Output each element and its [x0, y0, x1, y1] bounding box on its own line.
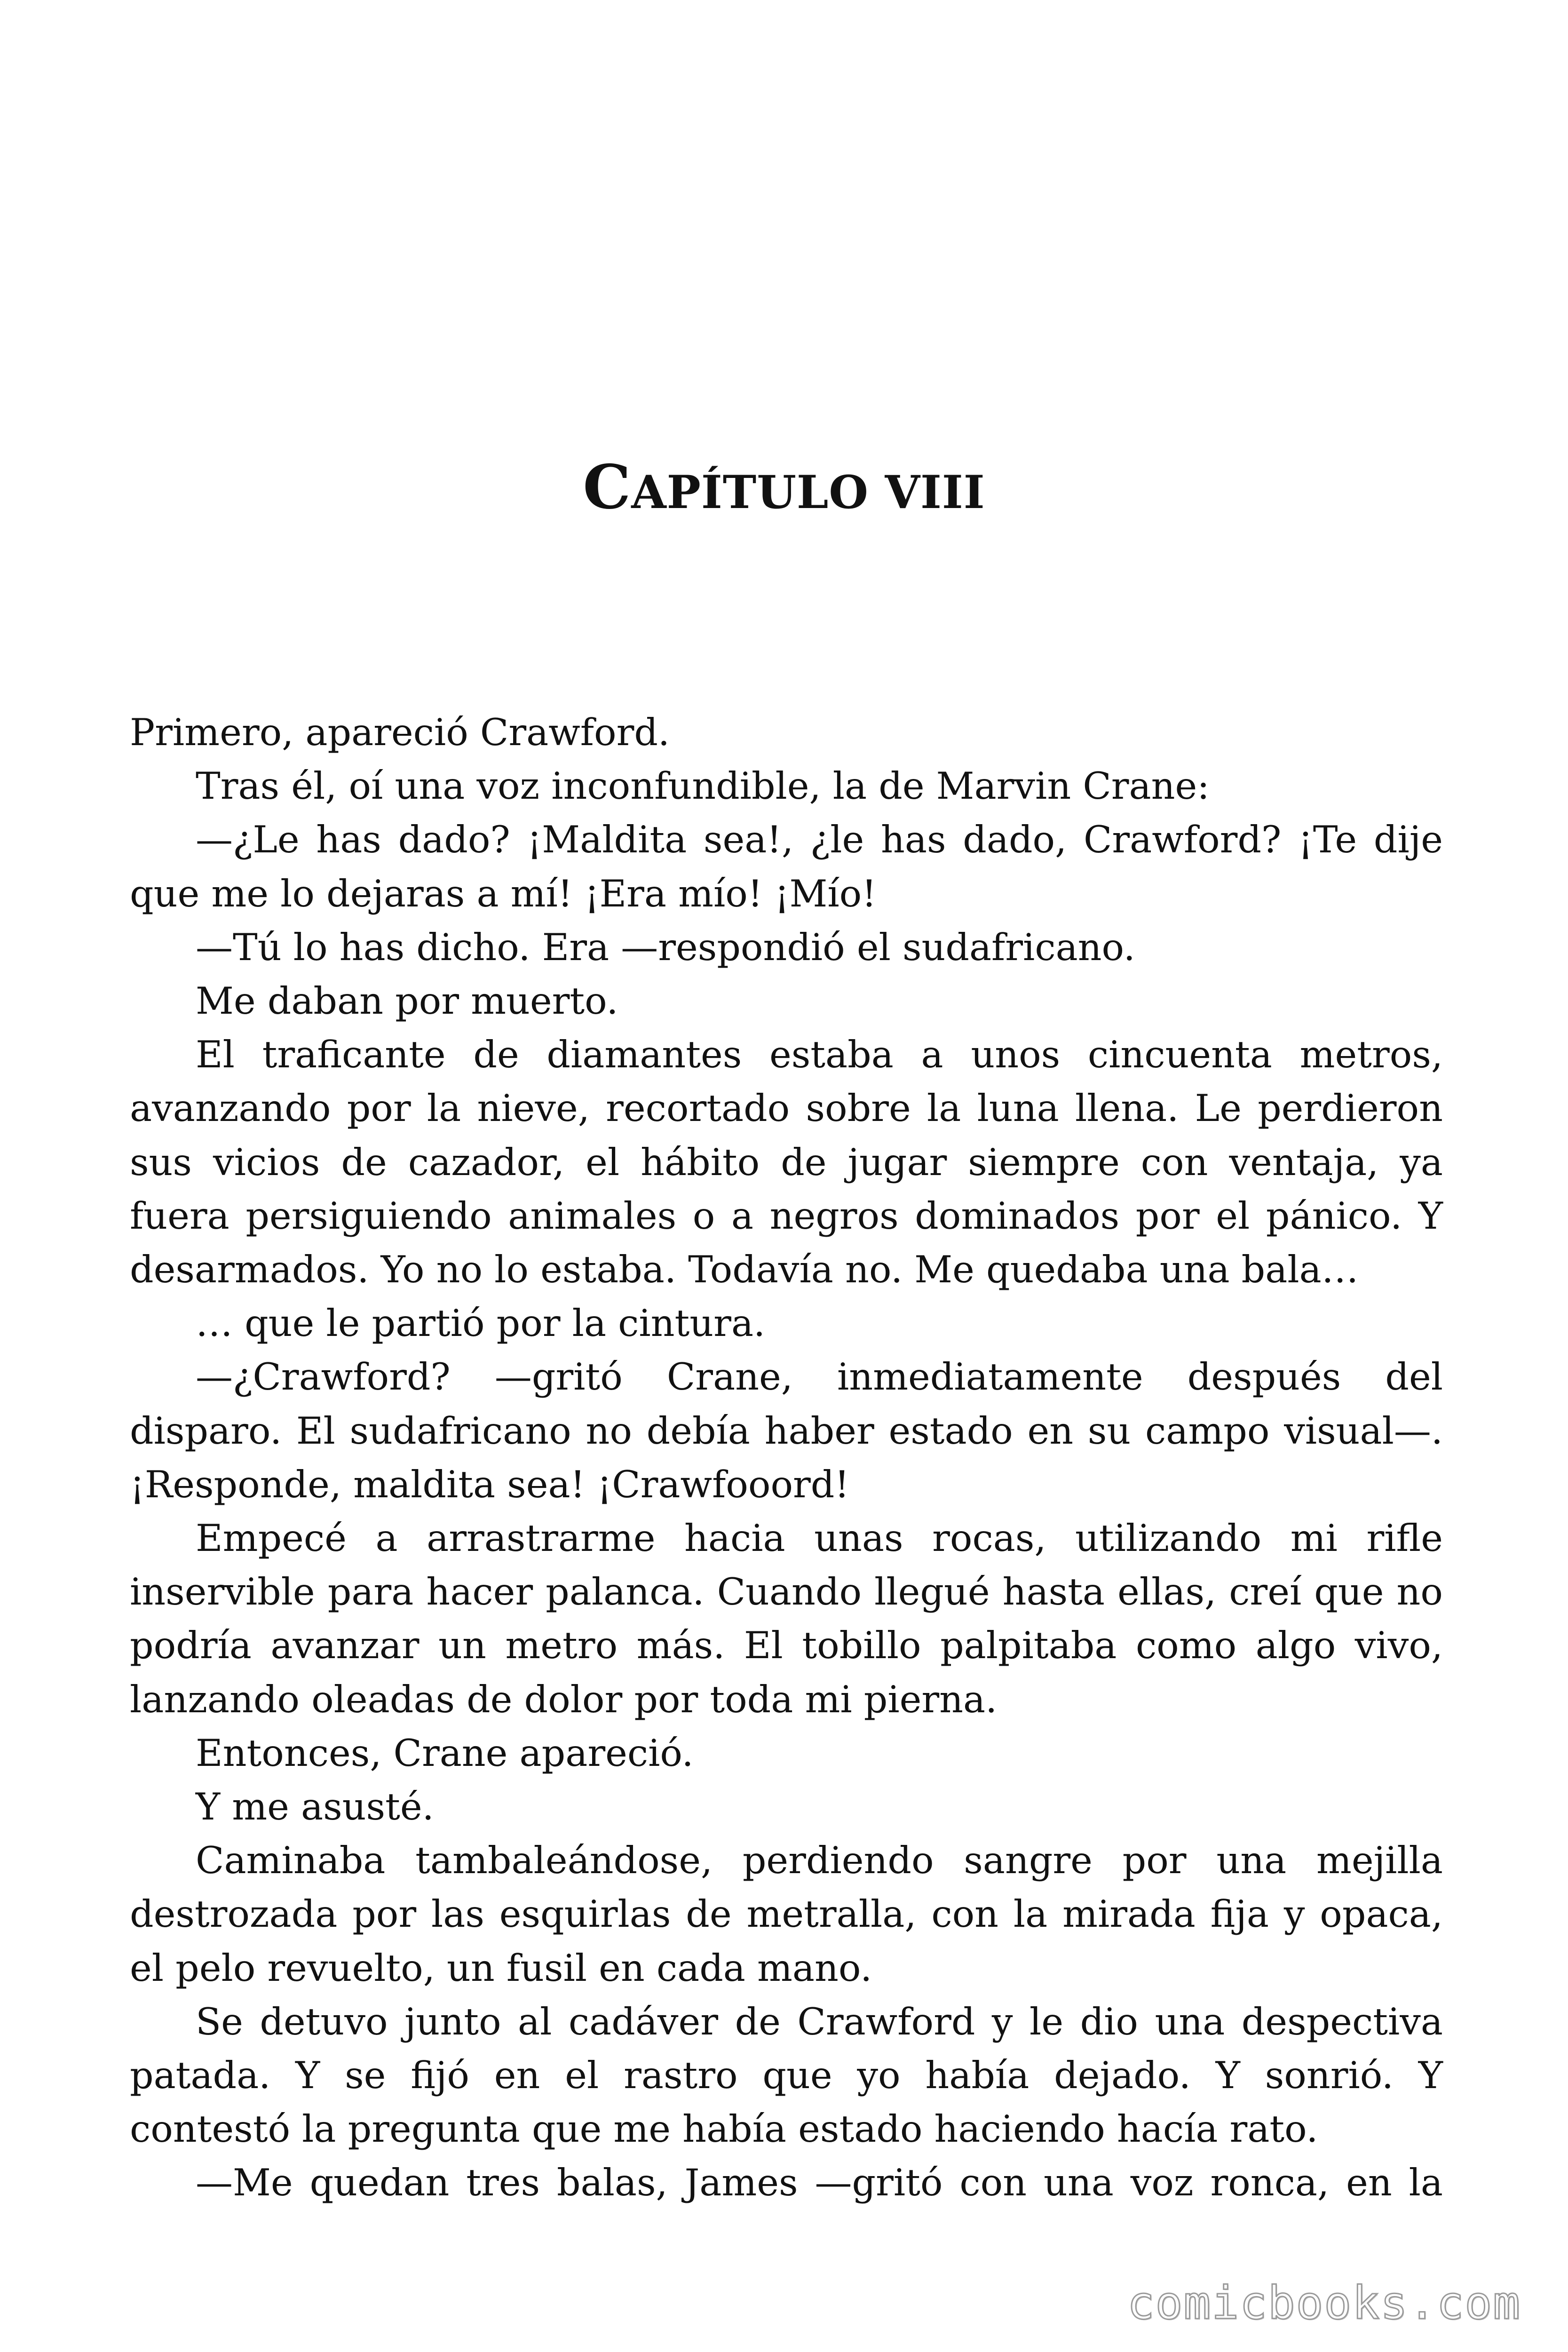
paragraph: Me daban por muerto. — [196, 979, 618, 1023]
paragraph: —¿Le has dado? ¡Maldita sea!, ¿le has dado, Crawford? ¡Te dije que me lo dejaras a mí! ¡Era mío! ¡Mío! — [130, 818, 1443, 915]
chapter-body — [130, 706, 1443, 2210]
paragraph: Tras él, oí una voz inconfundible, la de Marvin Crane: — [196, 764, 1210, 808]
paragraph: —Tú lo has dicho. Era —respondió el sudafricano. — [196, 925, 1135, 969]
paragraph: … que le partió por la cintura. — [196, 1302, 766, 1345]
paragraph: Y me asusté. — [196, 1785, 434, 1829]
chapter-title: CAPÍTULO VIII — [583, 452, 985, 523]
paragraph: Empecé a arrastrarme hacia unas rocas, utilizando mi rifle inservible para hacer palanca. Cuando llegué hasta ellas, creí que no podría avanzar un metro más. El tobillo palpitaba como algo vivo, lanzando oleadas de dolor por toda mi pierna. — [130, 1517, 1443, 1721]
paragraph: —Me quedan tres balas, James —gritó con una voz ronca, en la — [196, 2161, 1443, 2205]
paragraph: Entonces, Crane apareció. — [196, 1731, 694, 1775]
paragraph: Primero, apareció Crawford. — [130, 711, 670, 754]
paragraph: Caminaba tambaleándose, perdiendo sangre por una mejilla destrozada por las esquirlas de metralla, con la mirada fija y opaca, el pelo revuelto, un fusil en cada mano. — [130, 1839, 1443, 1990]
paragraph: Se detuvo junto al cadáver de Crawford y le dio una despectiva patada. Y se fijó en el rastro que yo había dejado. Y sonrió. Y contestó la pregunta que me había estado haciendo hacía rato. — [130, 2000, 1443, 2151]
paragraph: El traficante de diamantes estaba a unos cincuenta metros, avanzando por la nieve, recortado sobre la luna llena. Le perdieron sus vicios de cazador, el hábito de jugar siempre con ventaja, ya fuera persiguiendo animales o a negros dominados por el pánico. Y desarmados. Yo no lo estaba. Todavía no. Me quedaba una bala… — [130, 1033, 1443, 1292]
watermark-logo: comicbooks.com — [1127, 2277, 1521, 2329]
paragraph: —¿Crawford? —gritó Crane, inmediatamente después del disparo. El sudafricano no debía haber estado en su campo visual—. ¡Responde, maldita sea! ¡Crawfooord! — [130, 1355, 1443, 1506]
